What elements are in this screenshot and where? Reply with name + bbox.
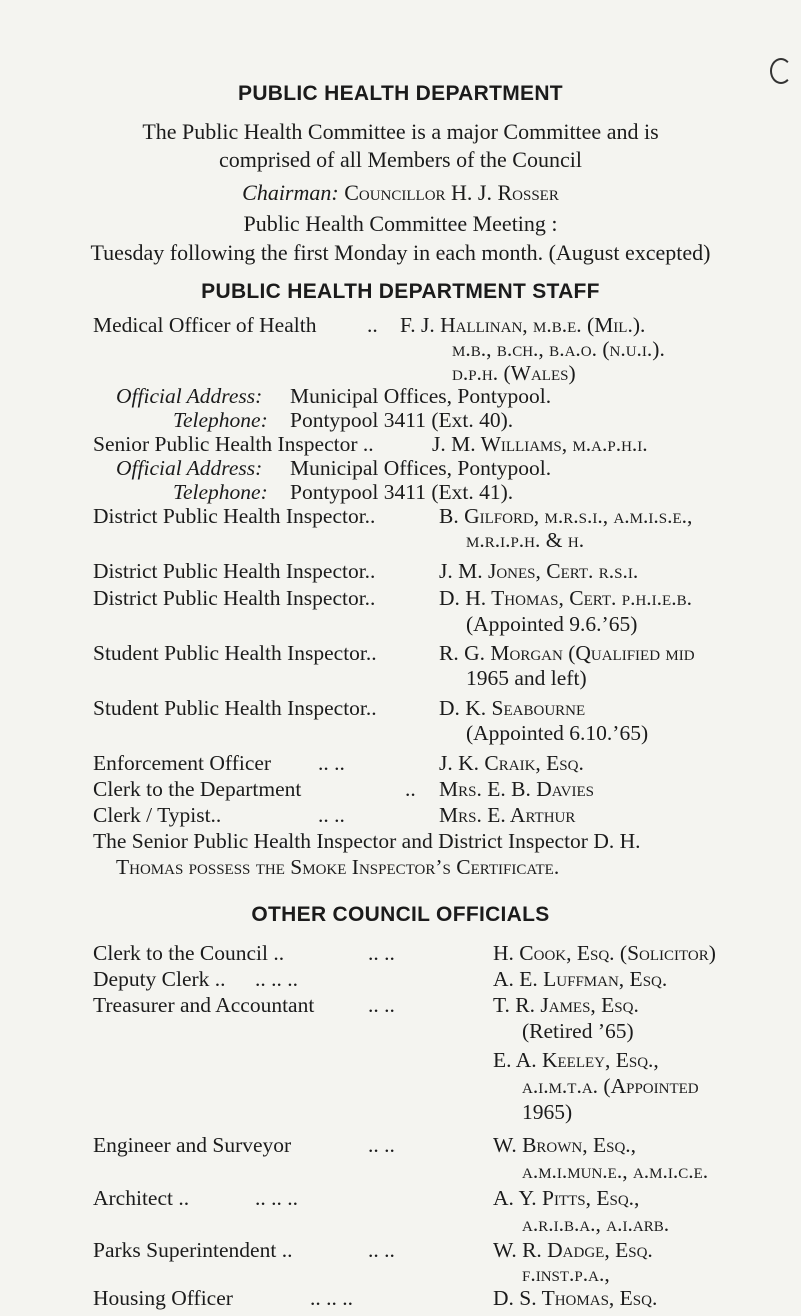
enforcement-officer-dots: .. .. (318, 751, 345, 775)
architect-name: A. Y. Pitts, Esq., (493, 1186, 640, 1210)
intro-line-2: comprised of all Members of the Council (219, 147, 582, 172)
student-inspector-1-note: 1965 and left) (466, 666, 587, 690)
department-clerk-role: Clerk to the Department (93, 777, 302, 801)
moh-telephone: Pontypool 3411 (Ext. 40). (290, 408, 514, 432)
moh-dots: .. (367, 313, 378, 337)
council-clerk-name: H. Cook, Esq. (Solicitor) (493, 941, 716, 965)
district-inspector-3-note: (Appointed 9.6.’65) (466, 612, 638, 636)
meeting-label: Public Health Committee Meeting : (243, 211, 558, 236)
treasurer-note: (Retired ’65) (522, 1019, 634, 1043)
moh-name: F. J. Hallinan, m.b.e. (Mil.). (400, 313, 646, 337)
moh-quals-1: m.b., b.ch., b.a.o. (n.u.i.). (452, 337, 665, 361)
certificate-note-1: The Senior Public Health Inspector and District Inspector D. H. (93, 829, 641, 853)
certificate-note-2: Thomas possess the Smoke Inspector’s Certificate. (116, 855, 560, 879)
district-inspector-1-name: B. Gilford, m.r.s.i., a.m.i.s.e., (439, 504, 693, 528)
student-inspector-2-name: D. K. Seabourne (439, 696, 586, 720)
typist-name: Mrs. E. Arthur (439, 803, 576, 827)
department-clerk-name: Mrs. E. B. Davies (439, 777, 594, 801)
student-inspector-1-role: Student Public Health Inspector.. (93, 641, 377, 665)
engineer-role: Engineer and Surveyor (93, 1133, 292, 1157)
chairman-name: Councillor H. J. Rosser (344, 180, 559, 205)
treasurer-role: Treasurer and Accountant (93, 993, 315, 1017)
deputy-clerk-role: Deputy Clerk .. (93, 967, 226, 991)
district-inspector-3-role: District Public Health Inspector.. (93, 586, 376, 610)
meeting-schedule: Tuesday following the first Monday in each month. (August excepted) (90, 240, 711, 265)
enforcement-officer-name: J. K. Craik, Esq. (439, 751, 584, 775)
engineer-quals: a.m.i.mun.e., a.m.i.c.e. (522, 1159, 709, 1183)
architect-quals: a.r.i.b.a., a.i.arb. (522, 1212, 670, 1236)
parks-superintendent-role: Parks Superintendent .. (93, 1238, 293, 1262)
district-inspector-3-name: D. H. Thomas, Cert. p.h.i.e.b. (439, 586, 692, 610)
district-inspector-2-name: J. M. Jones, Cert. r.s.i. (439, 559, 639, 583)
treasurer-2-name: E. A. Keeley, Esq., (493, 1048, 659, 1072)
deputy-clerk-name: A. E. Luffman, Esq. (493, 967, 668, 991)
housing-officer-dots: .. .. .. (310, 1286, 353, 1310)
council-clerk-dots: .. .. (368, 941, 395, 965)
treasurer-name: T. R. James, Esq. (493, 993, 639, 1017)
chairman-line (0, 180, 801, 206)
housing-officer-name: D. S. Thomas, Esq. (493, 1286, 658, 1310)
senior-address: Municipal Offices, Pontypool. (290, 456, 552, 480)
parks-superintendent-name: W. R. Dadge, Esq. (493, 1238, 653, 1262)
senior-telephone: Pontypool 3411 (Ext. 41). (290, 480, 514, 504)
district-inspector-2-role: District Public Health Inspector.. (93, 559, 376, 583)
district-inspector-1-quals: m.r.i.p.h. & h. (466, 528, 585, 552)
chairman-label: Chairman: (242, 180, 339, 205)
intro-line-1: The Public Health Committee is a major Committee and is (142, 119, 659, 144)
moh-telephone-label: Telephone: (173, 408, 268, 432)
senior-telephone-label: Telephone: (173, 480, 268, 504)
engineer-name: W. Brown, Esq., (493, 1133, 637, 1157)
moh-role: Medical Officer of Health (93, 313, 317, 337)
senior-inspector-name: J. M. Williams, m.a.p.h.i. (432, 432, 648, 456)
moh-quals-2: d.p.h. (Wales) (452, 361, 576, 385)
enforcement-officer-role: Enforcement Officer (93, 751, 272, 775)
moh-address-label: Official Address: (116, 384, 263, 408)
senior-inspector-role: Senior Public Health Inspector .. (93, 432, 374, 456)
architect-role: Architect .. (93, 1186, 190, 1210)
page-title: PUBLIC HEALTH DEPARTMENT (238, 82, 563, 105)
parks-superintendent-quals: f.inst.p.a., (522, 1262, 610, 1286)
senior-address-label: Official Address: (116, 456, 263, 480)
typist-role: Clerk / Typist.. (93, 803, 222, 827)
housing-officer-role: Housing Officer (93, 1286, 233, 1310)
engineer-dots: .. .. (368, 1133, 395, 1157)
student-inspector-2-role: Student Public Health Inspector.. (93, 696, 377, 720)
staff-heading: PUBLIC HEALTH DEPARTMENT STAFF (201, 280, 600, 303)
parks-superintendent-dots: .. .. (368, 1238, 395, 1262)
architect-dots: .. .. .. (255, 1186, 298, 1210)
punch-hole-mark (770, 58, 792, 84)
deputy-clerk-dots: .. .. .. (255, 967, 298, 991)
council-clerk-role: Clerk to the Council .. (93, 941, 285, 965)
student-inspector-1-name: R. G. Morgan (Qualified mid (439, 641, 695, 665)
treasurer-2-quals: a.i.m.t.a. (Appointed (522, 1074, 699, 1098)
district-inspector-1-role: District Public Health Inspector.. (93, 504, 376, 528)
treasurer-2-note: 1965) (522, 1100, 573, 1124)
officials-heading: OTHER COUNCIL OFFICIALS (251, 903, 550, 926)
moh-address: Municipal Offices, Pontypool. (290, 384, 552, 408)
student-inspector-2-note: (Appointed 6.10.’65) (466, 721, 649, 745)
treasurer-dots: .. .. (368, 993, 395, 1017)
department-clerk-dots: .. (405, 777, 416, 801)
typist-dots: .. .. (318, 803, 345, 827)
